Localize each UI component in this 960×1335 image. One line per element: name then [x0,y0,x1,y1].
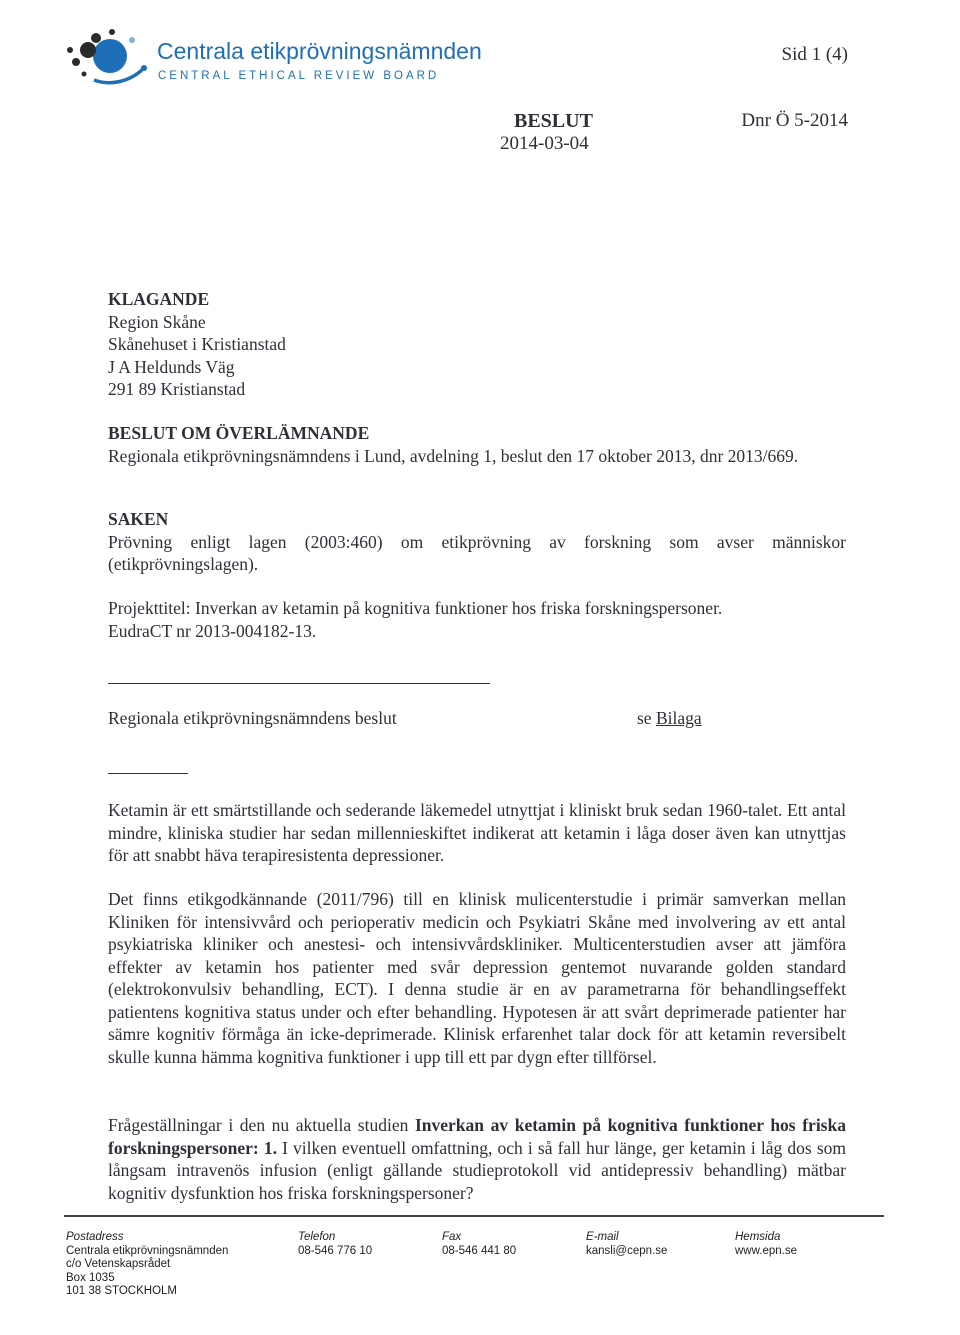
case-number: Dnr Ö 5-2014 [741,110,848,131]
klagande-heading: KLAGANDE [108,289,210,309]
decision-reference-prefix: se [637,708,656,728]
paragraph-2: Det finns etikgodkännande (2011/796) till en klinisk mulicenterstudie i primär samverkan mellan Kliniken för intensivvård och perioperativ medicin och Psykiatri Skåne med involvering av ett antal psykiatriska kliniker och anestesi- och intensivvårdskliniker. Multicenterstudien avser att jämföra effekter av ketamin hos patienter med svår depression gentemot nuvarande golden standard (elektrokonvulsiv behandling, ECT). I denna studie är en av parametrarna för behandlingseffekt patientens kognitiva status under och efter behandling. Hypotesen är att svårt deprimerade patienter har sämre kognitiv förmåga än icke-deprimerade. Klinisk erfarenhet talar dock för att ketamin reversibelt skulle kunna hämma kognitiva funktioner i upp till ett par dygn efter tillförsel. [108,889,846,1067]
footer-rule [64,1215,884,1217]
study-title: Inverkan av ketamin på kognitiva funktioner hos friska forskningspersoner: 1. [108,1115,846,1158]
table-top-rule [108,683,490,684]
beslut-om-text: Regionala etikprövningsnämndens i Lund, avdelning 1, beslut den 17 oktober 2013, dnr 2013/669. [108,445,799,466]
decision-reference [637,708,702,729]
logo-icon [58,22,154,92]
klagande-section [108,288,846,401]
paragraph-3-start: Frågeställningar i den nu aktuella studien [108,1115,415,1135]
paragraph-1: Ketamin är ett smärtstillande och sederande läkemedel utnyttjat i kliniskt bruk sedan 1960-talet. Ett antal mindre, kliniska studier har sedan millennieskiftet indikerat att ketamin i låga doser även kan utnyttjas för att snabbt häva terapiresistenta depressioner. [108,800,846,865]
telefon-value: 08-546 776 10 [298,1244,373,1257]
eudract-number: EudraCT nr 2013-004182-13. [108,620,317,641]
beslut-om-section [108,422,846,467]
document-type: BESLUT [514,110,593,132]
saken-section [108,508,846,576]
saken-text: Prövning enligt lagen (2003:460) om etikprövning av forskning som avser människor (etikprövningslagen). [108,531,846,574]
project-title: Projekttitel: Inverkan av ketamin på kognitiva funktioner hos friska forskningspersoner. [108,598,723,618]
document-date: 2014-03-04 [500,133,589,154]
email-value[interactable]: kansli@cepn.se [586,1244,668,1257]
postadress-line: Centrala etikprövningsnämnden [66,1244,229,1257]
footer-hemsida [735,1231,797,1258]
paragraph-3 [108,1114,846,1204]
paragraph-3-end: I vilken eventuell omfattning, och i så fall hur länge, ger ketamin i låg dos som långsam intravenös infusion (enligt gällande studieprotokoll vid antidepressiv behandling) mätbar kognitiv dysfunktion hos friska forskningspersoner? [108,1137,846,1203]
postadress-label: Postadress [66,1231,124,1243]
footer-postadress [66,1231,228,1299]
org-name: Centrala etikprövningsnämnden [157,38,482,64]
klagande-line: Skånehuset i Kristianstad [108,334,286,354]
hemsida-label: Hemsida [735,1231,781,1243]
page-number: Sid 1 (4) [781,44,848,65]
klagande-line: J A Heldunds Väg [108,356,235,377]
postadress-line: 101 38 STOCKHOLM [66,1285,178,1297]
telefon-label: Telefon [298,1231,336,1243]
postadress-line: Box 1035 [66,1271,115,1284]
fax-value: 08-546 441 80 [442,1244,517,1257]
short-rule [108,773,188,774]
klagande-line: 291 89 Kristianstad [108,379,246,399]
saken-heading: SAKEN [108,509,169,529]
klagande-line: Region Skåne [108,311,206,332]
footer-telefon [298,1231,372,1258]
org-name-english: CENTRAL ETHICAL REVIEW BOARD [158,70,440,82]
bilaga-link[interactable]: Bilaga [655,708,702,728]
email-label: E-mail [586,1231,619,1243]
footer-fax [442,1231,516,1258]
project-section [108,597,846,642]
hemsida-value[interactable]: www.epn.se [735,1244,798,1257]
footer-email [586,1231,667,1258]
fax-label: Fax [442,1231,462,1243]
postadress-line: c/o Vetenskapsrådet [66,1258,171,1270]
decision-label: Regionala etikprövningsnämndens beslut [108,708,397,728]
beslut-om-heading: BESLUT OM ÖVERLÄMNANDE [108,423,370,443]
